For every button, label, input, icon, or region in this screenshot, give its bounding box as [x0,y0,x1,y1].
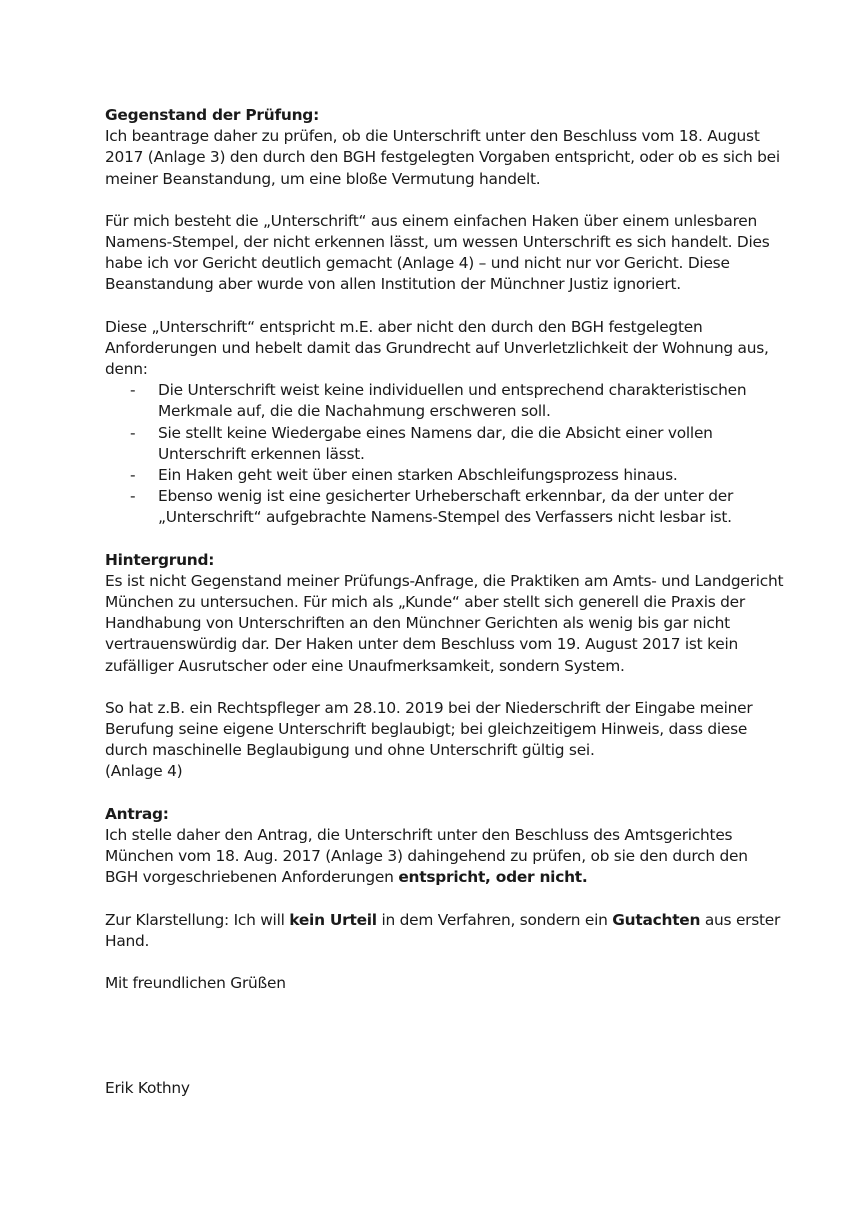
sender-name: Erik Kothny [105,1079,190,1098]
closing-greeting: Mit freundlichen Grüßen [105,973,286,992]
bullet-dash: - [130,423,136,442]
bullet-dash: - [130,381,136,400]
bullet-dash: - [130,466,136,485]
paragraph-signature-description: Für mich besteht die „Unterschrift“ aus einem einfachen Haken über einem unlesbaren Namens-Stempel, der nicht erkennen lässt, um wessen Unterschrift es sich handelt. Dies habe ich vor Gericht deutlich gemacht (Anlage 4) – und nicht nur vor Gericht. Diese Beanstandung aber wurde von allen Institution der Münchner Justiz ignoriert. [105,211,770,294]
paragraph-application: Ich stelle daher den Antrag, die Unterschrift unter den Beschluss des Amtsgerichtes München vom 18. Aug. 2017 (Anlage 3) dahingehend zu prüfen, ob sie den durch den BGH vorgeschriebenen Anforderungen entspricht, oder nicht. [105,825,748,887]
attachment-reference: (Anlage 4) [105,762,183,781]
section-heading-pruefung: Gegenstand der Prüfung: [105,106,319,124]
list-item: - Sie stellt keine Wiedergabe eines Namens dar, die die Absicht einer vollen Unterschrift erkennen lässt. [130,423,713,463]
bullet-dash: - [130,487,136,506]
list-item: - Die Unterschrift weist keine individuellen und entsprechend charakteristischen Merkmale auf, die die Nachahmung erschweren soll. [130,381,747,421]
criteria-list [105,380,785,528]
letter-page [105,105,785,1099]
paragraph-example: So hat z.B. ein Rechtspfleger am 28.10. 2019 bei der Niederschrift der Eingabe meiner Berufung seine eigene Unterschrift beglaubigt; bei gleichzeitigem Hinweis, dass diese durch maschinelle Beglaubigung und ohne Unterschrift gültig sei. (Anlage 4) [105,698,753,781]
paragraph-request: Ich beantrage daher zu prüfen, ob die Unterschrift unter den Beschluss vom 18. August 2017 (Anlage 3) den durch den BGH festgelegten Vorgaben entspricht, oder ob es sich bei meiner Beanstandung, um eine bloße Vermutung handelt. [105,127,780,188]
section-heading-antrag: Antrag: [105,804,169,823]
list-item: - Ein Haken geht weit über einen starken Abschleifungsprozess hinaus. [105,465,785,486]
section-heading-hintergrund: Hintergrund: [105,550,215,569]
paragraph-requirements: Diese „Unterschrift“ entspricht m.E. aber nicht den durch den BGH festgelegten Anforderungen und hebelt damit das Grundrecht auf Unverletzlichkeit der Wohnung aus, denn: [105,317,769,379]
list-item: - Ebenso wenig ist eine gesicherter Urheberschaft erkennbar, da der unter der „Unterschrift“ aufgebrachte Namens-Stempel des Verfassers nicht lesbar ist. [130,487,734,527]
paragraph-clarification: Zur Klarstellung: Ich will kein Urteil in dem Verfahren, sondern ein Gutachten aus erster Hand. [105,910,781,950]
paragraph-background: Es ist nicht Gegenstand meiner Prüfungs-Anfrage, die Praktiken am Amts- und Landgericht München zu untersuchen. Für mich als „Kunde“ aber stellt sich generell die Praxis der Handhabung von Unterschriften an den Münchner Gerichten als wenig bis gar nicht vertrauenswürdig dar. Der Haken unter dem Beschluss vom 19. August 2017 ist kein zufälliger Ausrutscher oder eine Unaufmerksamkeit, sondern System. [105,571,784,675]
